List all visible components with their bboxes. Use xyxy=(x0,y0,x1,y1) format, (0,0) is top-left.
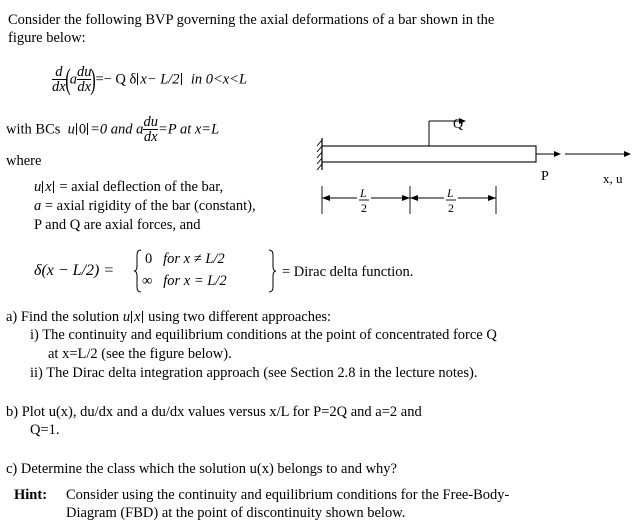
part-b-line-1: b) Plot u(x), du/dx and a du/dx values versus x/L for P=2Q and a=2 and xyxy=(6,404,422,420)
dim-label-2-bot: 2 xyxy=(448,201,454,215)
dim-arrow-4 xyxy=(488,195,496,201)
hint-line-1: Consider using the continuity and equilibrium conditions for the Free-Body- xyxy=(66,487,510,503)
where-label: where xyxy=(6,153,42,169)
dim-label-2-top: L xyxy=(447,186,454,200)
dim-label-1-bot: 2 xyxy=(361,201,367,215)
bc-derivative: $\frac{du}{dx}$ xyxy=(143,114,158,145)
inner-derivative: $\frac{du}{dx}$ xyxy=(76,64,92,95)
intro-line-2: figure below: xyxy=(8,30,86,46)
part-c: c) Determine the class which the solution u(x) belongs to and why? xyxy=(6,461,397,477)
hint-label: Hint: xyxy=(14,487,48,503)
delta-case-1: 0 for x ≠ L/2 xyxy=(145,251,225,267)
dim-arrow-1 xyxy=(322,195,330,201)
def-a: a = axial rigidity of the bar (constant), xyxy=(34,198,256,214)
delta-case-2: ∞ for x = L/2 xyxy=(142,273,227,289)
q-label: Q xyxy=(453,117,464,132)
axis-label: x, u xyxy=(603,171,623,186)
governing-equation: $\frac{d}{dx}$ (a $\frac{du}{dx}$ )=− Q δ x− L/2 in 0<x<L xyxy=(52,63,248,96)
dim-label-1-top: L xyxy=(360,186,367,200)
bar xyxy=(322,146,536,162)
outer-derivative: $\frac{d}{dx}$ xyxy=(52,64,66,95)
part-b-line-2: Q=1. xyxy=(30,422,60,438)
hint-line-2: Diagram (FBD) at the point of discontinuity shown below. xyxy=(66,505,406,521)
boundary-conditions: with BCs u 0 =0 and a $\frac{du}{dx}$ =P at x=L xyxy=(6,114,220,145)
part-a-i-line-2: at x=L/2 (see the figure below). xyxy=(48,346,232,362)
part-a-ii: ii) The Dirac delta integration approach (see Section 2.8 in the lecture notes). xyxy=(30,365,478,381)
delta-rhs: = Dirac delta function. xyxy=(282,264,414,280)
intro-line-1: Consider the following BVP governing the axial deformations of a bar shown in the xyxy=(8,12,495,28)
dim-arrow-2 xyxy=(402,195,410,201)
def-u: u x = axial deflection of the bar, xyxy=(34,179,224,195)
delta-lhs: δ(x − L/2) = xyxy=(34,262,115,279)
dim-arrow-3 xyxy=(410,195,418,201)
x-axis-arrowhead xyxy=(624,151,631,157)
wall-hatching xyxy=(317,140,322,170)
def-pq: P and Q are axial forces, and xyxy=(34,217,201,233)
p-arrowhead xyxy=(554,151,561,157)
part-a-i-line-1: i) The continuity and equilibrium conditions at the point of concentrated force Q xyxy=(30,327,497,343)
p-label: P xyxy=(541,169,549,184)
part-a: a) Find the solution u x using two different approaches: xyxy=(6,309,332,325)
